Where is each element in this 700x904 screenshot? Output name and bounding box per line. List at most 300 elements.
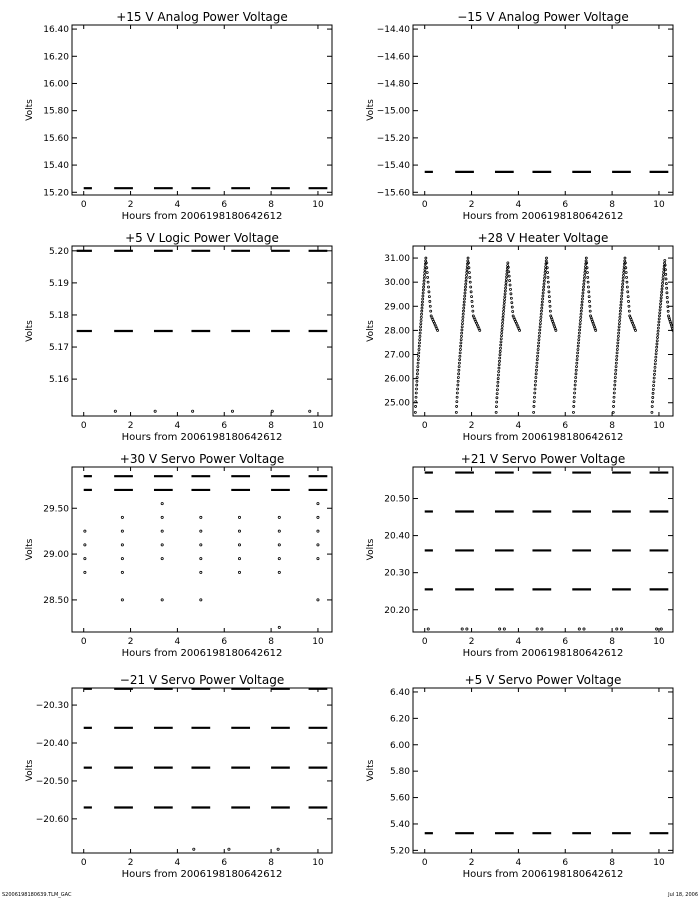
data-point — [501, 332, 503, 334]
data-point — [121, 516, 123, 518]
x-tick-label: 2 — [468, 637, 475, 647]
data-point — [503, 628, 505, 630]
x-tick-label: 8 — [609, 858, 615, 868]
plot-frame — [413, 25, 673, 195]
data-point — [465, 280, 467, 282]
data-point — [658, 324, 660, 326]
data-point — [503, 302, 505, 304]
data-point — [616, 352, 618, 354]
data-point — [549, 300, 551, 302]
data-point — [424, 269, 426, 271]
data-point — [548, 286, 550, 288]
data-point — [422, 295, 424, 297]
data-point — [424, 271, 426, 273]
data-point — [614, 388, 616, 390]
data-point — [666, 296, 668, 298]
data-point — [417, 362, 419, 364]
data-point — [627, 296, 629, 298]
data-point — [519, 329, 521, 331]
data-point — [652, 388, 654, 390]
data-point — [616, 628, 618, 630]
data-point — [544, 277, 546, 279]
data-point — [427, 276, 429, 278]
data-point — [620, 628, 622, 630]
data-point — [542, 292, 544, 294]
data-point — [466, 269, 468, 271]
data-point — [575, 376, 577, 378]
chart-title: +5 V Logic Power Voltage — [125, 231, 279, 245]
data-point — [464, 286, 466, 288]
data-point — [583, 628, 585, 630]
data-point — [583, 283, 585, 285]
x-tick-label: 10 — [312, 421, 324, 431]
data-point — [417, 366, 419, 368]
y-tick-label: 28.00 — [384, 326, 410, 337]
data-point — [457, 380, 459, 382]
data-point — [537, 345, 539, 347]
data-point — [505, 287, 507, 289]
data-point — [317, 544, 319, 546]
data-point — [620, 307, 622, 309]
data-point — [238, 558, 240, 560]
data-point — [421, 304, 423, 306]
chart-title: +28 V Heater Voltage — [477, 231, 609, 245]
data-point — [616, 348, 618, 350]
y-tick-label: 5.20 — [48, 246, 69, 257]
data-point — [278, 558, 280, 560]
data-point — [622, 280, 624, 282]
x-tick-label: 4 — [174, 200, 181, 210]
data-point — [658, 318, 660, 320]
data-point — [535, 373, 537, 375]
data-point — [536, 628, 538, 630]
x-tick-label: 6 — [562, 200, 569, 210]
data-point — [549, 305, 551, 307]
data-point — [425, 257, 427, 259]
data-point — [121, 530, 123, 532]
data-point — [502, 319, 504, 321]
data-point — [581, 301, 583, 303]
data-point — [547, 281, 549, 283]
data-point — [456, 405, 458, 407]
data-point — [496, 389, 498, 391]
data-point — [555, 329, 557, 331]
data-point — [541, 628, 543, 630]
data-point — [574, 388, 576, 390]
x-tick-label: 6 — [562, 421, 569, 431]
data-point — [537, 348, 539, 350]
data-point — [497, 385, 499, 387]
data-point — [278, 516, 280, 518]
data-point — [495, 411, 497, 413]
data-point — [588, 291, 590, 293]
x-axis-label: Hours from 2006198180642612 — [121, 648, 283, 659]
y-tick-label: −15.00 — [376, 106, 410, 117]
data-point — [625, 272, 627, 274]
data-point — [193, 848, 195, 850]
data-point — [464, 292, 466, 294]
data-point — [501, 325, 503, 327]
data-point — [656, 346, 658, 348]
data-point — [613, 405, 615, 407]
data-point — [614, 380, 616, 382]
data-point — [414, 411, 416, 413]
y-tick-label: 6.00 — [389, 740, 410, 751]
data-point — [84, 558, 86, 560]
y-tick-label: −20.50 — [35, 776, 69, 787]
data-point — [499, 354, 501, 356]
data-point — [587, 286, 589, 288]
data-point — [573, 405, 575, 407]
data-point — [626, 286, 628, 288]
data-point — [238, 544, 240, 546]
data-point — [652, 396, 654, 398]
data-point — [421, 307, 423, 309]
data-point — [497, 374, 499, 376]
data-point — [427, 628, 429, 630]
x-tick-label: 6 — [221, 858, 228, 868]
data-point — [622, 277, 624, 279]
data-layer — [414, 257, 674, 413]
data-point — [579, 326, 581, 328]
data-point — [512, 311, 514, 313]
data-point — [499, 628, 501, 630]
data-point — [500, 344, 502, 346]
data-point — [421, 313, 423, 315]
data-point — [627, 291, 629, 293]
y-tick-label: −14.40 — [376, 25, 410, 36]
y-axis-label: Volts — [366, 320, 376, 342]
y-tick-label: 5.16 — [48, 375, 69, 386]
data-point — [420, 326, 422, 328]
x-tick-label: 0 — [421, 858, 428, 868]
y-tick-label: −15.40 — [376, 161, 410, 172]
data-point — [429, 305, 431, 307]
data-point — [587, 281, 589, 283]
data-point — [460, 335, 462, 337]
chart-title: +21 V Servo Power Voltage — [460, 452, 626, 466]
data-point — [238, 530, 240, 532]
data-point — [660, 303, 662, 305]
y-tick-label: 28.50 — [43, 595, 69, 606]
data-point — [573, 396, 575, 398]
x-tick-label: 6 — [221, 421, 228, 431]
data-point — [470, 291, 472, 293]
data-point — [657, 330, 659, 332]
data-point — [430, 310, 432, 312]
data-point — [537, 355, 539, 357]
data-point — [656, 340, 658, 342]
y-tick-label: 16.00 — [43, 79, 69, 90]
y-tick-label: 15.80 — [43, 106, 69, 117]
plot-frame — [72, 25, 332, 195]
y-axis-label: Volts — [366, 99, 376, 121]
data-point — [542, 298, 544, 300]
data-point — [548, 291, 550, 293]
data-point — [416, 384, 418, 386]
data-point — [660, 297, 662, 299]
data-point — [419, 339, 421, 341]
data-point — [614, 376, 616, 378]
x-tick-label: 4 — [174, 858, 181, 868]
data-point — [154, 410, 156, 412]
data-point — [577, 345, 579, 347]
data-point — [583, 286, 585, 288]
data-point — [621, 289, 623, 291]
y-tick-label: 5.80 — [389, 767, 410, 778]
data-point — [540, 316, 542, 318]
data-point — [317, 516, 319, 518]
data-point — [469, 276, 471, 278]
data-point — [612, 411, 614, 413]
data-point — [655, 359, 657, 361]
data-point — [578, 335, 580, 337]
data-point — [578, 332, 580, 334]
data-point — [615, 366, 617, 368]
y-tick-label: −14.60 — [376, 52, 410, 63]
data-point — [542, 295, 544, 297]
data-point — [161, 516, 163, 518]
data-point — [541, 301, 543, 303]
x-tick-label: 0 — [421, 637, 428, 647]
data-point — [533, 405, 535, 407]
data-point — [161, 503, 163, 505]
data-point — [468, 267, 470, 269]
data-point — [579, 319, 581, 321]
x-tick-label: 4 — [515, 421, 522, 431]
data-point — [578, 628, 580, 630]
data-point — [460, 342, 462, 344]
x-tick-label: 10 — [653, 858, 665, 868]
data-point — [459, 352, 461, 354]
data-point — [419, 332, 421, 334]
data-point — [457, 384, 459, 386]
x-tick-label: 2 — [127, 200, 134, 210]
data-point — [543, 286, 545, 288]
data-point — [537, 352, 539, 354]
data-point — [502, 322, 504, 324]
y-tick-label: 20.30 — [384, 568, 410, 579]
x-tick-label: 10 — [653, 200, 665, 210]
data-point — [456, 392, 458, 394]
data-point — [415, 396, 417, 398]
data-point — [653, 381, 655, 383]
data-point — [498, 364, 500, 366]
x-tick-label: 4 — [174, 637, 181, 647]
data-point — [420, 323, 422, 325]
data-point — [462, 319, 464, 321]
data-point — [616, 359, 618, 361]
data-point — [661, 285, 663, 287]
data-point — [421, 310, 423, 312]
data-point — [540, 310, 542, 312]
data-point — [621, 292, 623, 294]
x-tick-label: 10 — [312, 200, 324, 210]
data-point — [415, 401, 417, 403]
data-point — [658, 321, 660, 323]
data-point — [509, 284, 511, 286]
data-point — [534, 388, 536, 390]
data-point — [421, 301, 423, 303]
x-tick-label: 6 — [221, 637, 228, 647]
y-tick-label: 15.40 — [43, 161, 69, 172]
data-point — [458, 362, 460, 364]
data-point — [510, 288, 512, 290]
plot-frame — [413, 246, 673, 416]
data-point — [584, 269, 586, 271]
data-point — [540, 319, 542, 321]
data-point — [468, 272, 470, 274]
data-point — [549, 310, 551, 312]
x-tick-label: 4 — [174, 421, 181, 431]
x-tick-label: 2 — [127, 421, 134, 431]
data-point — [546, 257, 548, 259]
data-point — [662, 279, 664, 281]
x-tick-label: 0 — [80, 637, 87, 647]
data-point — [437, 329, 439, 331]
y-tick-label: 5.18 — [48, 310, 69, 321]
y-tick-label: 29.00 — [384, 302, 410, 313]
data-point — [278, 626, 280, 628]
data-point — [613, 401, 615, 403]
x-tick-label: 4 — [515, 858, 522, 868]
data-point — [582, 289, 584, 291]
data-point — [455, 411, 457, 413]
chart-panel-3 — [25, 231, 332, 443]
data-point — [628, 310, 630, 312]
data-point — [575, 373, 577, 375]
data-point — [576, 366, 578, 368]
data-point — [621, 295, 623, 297]
data-point — [498, 360, 500, 362]
data-point — [628, 300, 630, 302]
data-point — [504, 296, 506, 298]
chart-panel-7 — [25, 673, 332, 880]
chart-title: −21 V Servo Power Voltage — [119, 673, 285, 687]
data-point — [459, 348, 461, 350]
data-point — [471, 300, 473, 302]
data-point — [418, 348, 420, 350]
y-tick-label: −20.60 — [35, 814, 69, 825]
data-point — [503, 310, 505, 312]
data-point — [200, 599, 202, 601]
data-point — [511, 306, 513, 308]
y-tick-label: 15.20 — [43, 188, 69, 199]
data-point — [509, 280, 511, 282]
data-point — [317, 599, 319, 601]
data-point — [465, 277, 467, 279]
data-point — [654, 363, 656, 365]
x-tick-label: 6 — [221, 200, 228, 210]
data-point — [624, 257, 626, 259]
data-point — [121, 599, 123, 601]
data-point — [620, 301, 622, 303]
data-point — [428, 286, 430, 288]
chart-panel-6 — [366, 452, 673, 659]
data-point — [499, 347, 501, 349]
data-point — [469, 281, 471, 283]
data-point — [533, 411, 535, 413]
data-point — [666, 292, 668, 294]
data-layer — [77, 251, 328, 412]
data-point — [619, 316, 621, 318]
data-point — [511, 302, 513, 304]
y-axis-label: Volts — [25, 538, 35, 561]
data-point — [618, 323, 620, 325]
data-point — [576, 355, 578, 357]
chart-panel-4 — [366, 231, 674, 443]
data-point — [428, 296, 430, 298]
data-point — [472, 310, 474, 312]
data-point — [615, 369, 617, 371]
data-point — [589, 305, 591, 307]
data-point — [465, 283, 467, 285]
data-point — [659, 309, 661, 311]
x-tick-label: 8 — [268, 858, 274, 868]
data-point — [572, 411, 574, 413]
data-point — [589, 310, 591, 312]
x-tick-label: 0 — [421, 421, 428, 431]
data-point — [654, 370, 656, 372]
x-axis-label: Hours from 2006198180642612 — [462, 211, 624, 222]
y-tick-label: −14.80 — [376, 79, 410, 90]
data-point — [467, 257, 469, 259]
data-point — [461, 329, 463, 331]
data-point — [617, 339, 619, 341]
data-point — [622, 283, 624, 285]
data-point — [423, 286, 425, 288]
y-tick-label: −20.40 — [35, 739, 69, 749]
x-tick-label: 10 — [312, 858, 324, 868]
y-tick-label: 29.00 — [43, 550, 69, 561]
data-point — [415, 392, 417, 394]
data-point — [505, 281, 507, 283]
y-tick-label: 16.20 — [43, 52, 69, 63]
x-tick-label: 0 — [80, 858, 87, 868]
data-point — [503, 307, 505, 309]
data-point — [541, 304, 543, 306]
data-point — [464, 289, 466, 291]
footer-file-name: S2006198180639.TLM_GAC — [2, 892, 72, 898]
data-point — [457, 376, 459, 378]
data-point — [200, 544, 202, 546]
y-tick-label: 29.50 — [43, 504, 69, 515]
data-point — [499, 350, 501, 352]
data-point — [626, 281, 628, 283]
data-point — [577, 352, 579, 354]
x-tick-label: 8 — [268, 200, 274, 210]
data-point — [619, 319, 621, 321]
y-axis-label: Volts — [366, 759, 376, 782]
x-axis-label: Hours from 2006198180642612 — [462, 648, 624, 659]
chart-title: −15 V Analog Power Voltage — [457, 10, 629, 24]
data-point — [579, 323, 581, 325]
data-point — [535, 369, 537, 371]
x-axis-label: Hours from 2006198180642612 — [121, 869, 283, 880]
data-point — [460, 345, 462, 347]
data-point — [461, 332, 463, 334]
data-point — [200, 571, 202, 573]
data-point — [427, 281, 429, 283]
data-point — [500, 335, 502, 337]
data-point — [651, 401, 653, 403]
data-point — [540, 313, 542, 315]
data-point — [621, 286, 623, 288]
data-point — [462, 310, 464, 312]
data-point — [504, 299, 506, 301]
y-tick-label: 15.60 — [43, 133, 69, 144]
chart-panel-2 — [366, 10, 673, 222]
